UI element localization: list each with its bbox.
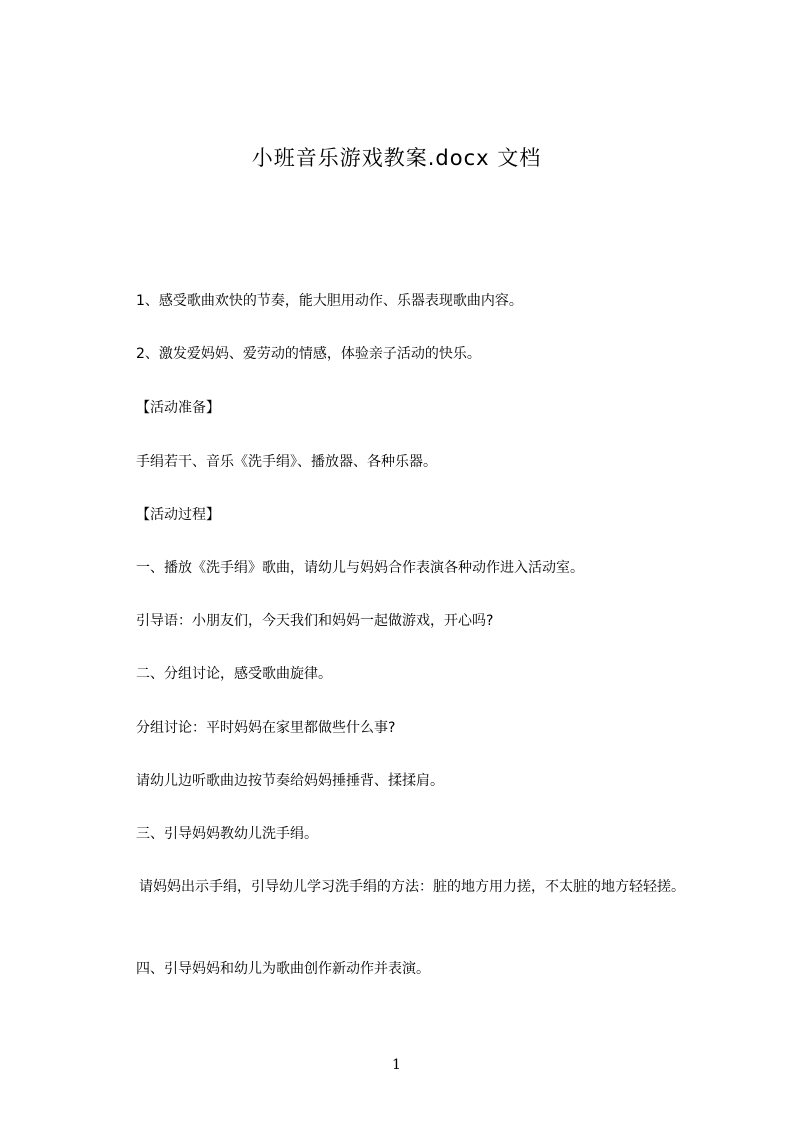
paragraph-step-1: 一、播放《洗手绢》歌曲，请幼儿与妈妈合作表演各种动作进入活动室。 xyxy=(136,560,584,576)
paragraph-rhythm-massage: 请幼儿边听歌曲边按节奏给妈妈捶捶背、揉揉肩。 xyxy=(136,773,444,789)
heading-activity-process: 【活动过程】 xyxy=(136,507,220,523)
paragraph-step-3: 三、引导妈妈教幼儿洗手绢。 xyxy=(136,826,318,842)
document-title: 小班音乐游戏教案.docx 文档 xyxy=(251,146,542,170)
paragraph-step-2: 二、分组讨论，感受歌曲旋律。 xyxy=(136,666,332,682)
paragraph-goal-1: 1、感受歌曲欢快的节奏，能大胆用动作、乐器表现歌曲内容。 xyxy=(136,293,523,309)
heading-activity-preparation: 【活动准备】 xyxy=(136,400,220,416)
paragraph-goal-2: 2、激发爱妈妈、爱劳动的情感，体验亲子活动的快乐。 xyxy=(136,346,481,362)
paragraph-guide-words: 引导语：小朋友们，今天我们和妈妈一起做游戏，开心吗? xyxy=(136,613,494,629)
paragraph-step-4: 四、引导妈妈和幼儿为歌曲创作新动作并表演。 xyxy=(136,961,430,977)
page-number: 1 xyxy=(392,1057,401,1073)
paragraph-wash-handkerchief-method: 请妈妈出示手绢，引导幼儿学习洗手绢的方法：脏的地方用力搓，不太脏的地方轻轻搓。 xyxy=(139,879,685,895)
paragraph-preparation: 手绢若干、音乐《洗手绢》、播放器、各种乐器。 xyxy=(136,454,437,470)
paragraph-group-discussion: 分组讨论：平时妈妈在家里都做些什么事? xyxy=(136,720,396,736)
